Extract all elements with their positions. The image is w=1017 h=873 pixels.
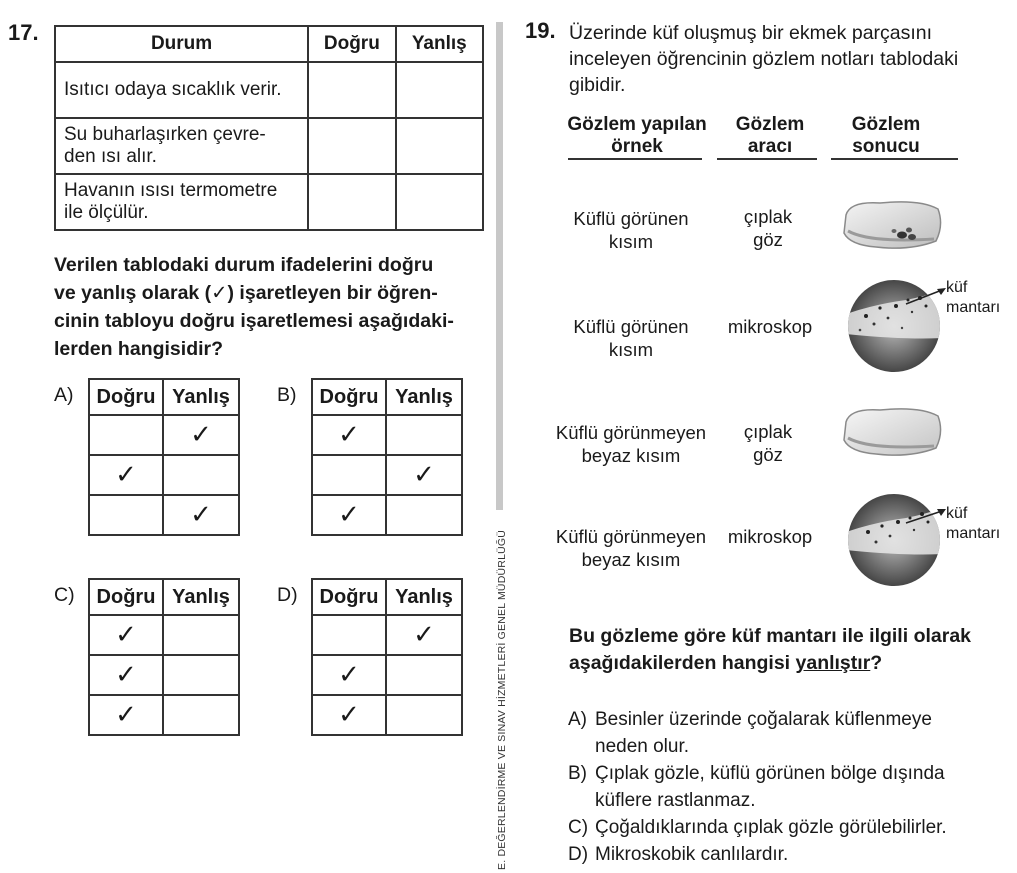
pointer-arrow-icon bbox=[904, 284, 948, 308]
header-dogru: Doğru bbox=[89, 379, 163, 415]
answer-d[interactable] bbox=[568, 841, 1008, 868]
header-dogru: Doğru bbox=[89, 579, 163, 615]
option-letter: A) bbox=[54, 384, 74, 406]
row4-sample: Küflü görünmeyen beyaz kısım bbox=[555, 526, 707, 570]
table-cell-empty bbox=[308, 118, 395, 174]
empty-cell bbox=[163, 655, 239, 695]
q17-prompt: Verilen tablodaki durum ifadelerini doğru ve yanlış olarak (✓) işaretleyen bir öğren- cinin tabloyu doğru işaretlemesi aşağıdaki- lerden hangisidir? bbox=[54, 254, 454, 360]
table-cell-empty bbox=[308, 174, 395, 230]
pointer-arrow-icon bbox=[904, 503, 948, 527]
check-mark-icon: ✓ bbox=[413, 459, 435, 489]
header-yanlis: Yanlış bbox=[386, 579, 462, 615]
row3-sample: Küflü görünmeyen beyaz kısım bbox=[555, 422, 707, 466]
question-17-number: 17. bbox=[8, 20, 39, 45]
col-underline bbox=[831, 158, 958, 160]
table-header-dogru: Doğru bbox=[308, 26, 395, 62]
column-divider bbox=[496, 22, 503, 510]
col-header-result: Gözlem sonucu bbox=[851, 114, 921, 157]
check-cell bbox=[89, 695, 163, 735]
option-letter: B) bbox=[277, 384, 297, 406]
question-19-number: 19. bbox=[525, 18, 556, 43]
check-cell bbox=[89, 455, 163, 495]
check-cell bbox=[312, 695, 386, 735]
check-mark-icon: ✓ bbox=[338, 659, 360, 689]
empty-cell bbox=[89, 415, 163, 455]
q19-intro: Üzerinde küf oluşmuş bir ekmek parçasını inceleyen öğrencinin gözlem notları tablodaki gibidir. bbox=[569, 22, 959, 96]
table-cell-empty bbox=[396, 118, 483, 174]
empty-cell bbox=[386, 415, 462, 455]
answer-text: Besinler üzerinde çoğalarak küflenmeye neden olur. bbox=[595, 709, 932, 757]
table-cell-empty bbox=[396, 62, 483, 118]
check-mark-icon: ✓ bbox=[115, 619, 137, 649]
empty-cell bbox=[386, 695, 462, 735]
empty-cell bbox=[163, 615, 239, 655]
header-yanlis: Yanlış bbox=[163, 579, 239, 615]
empty-cell bbox=[312, 455, 386, 495]
check-cell bbox=[163, 415, 239, 455]
check-cell bbox=[163, 495, 239, 535]
answer-b[interactable] bbox=[568, 760, 1008, 814]
option-table bbox=[88, 378, 240, 536]
table-row-statement: Havanın ısısı termometre ile ölçülür. bbox=[55, 174, 308, 230]
empty-cell bbox=[89, 495, 163, 535]
empty-cell bbox=[163, 695, 239, 735]
check-mark-icon: ✓ bbox=[190, 419, 212, 449]
empty-cell bbox=[386, 655, 462, 695]
check-mark-icon: ✓ bbox=[115, 459, 137, 489]
row2-sample: Küflü görünen kısım bbox=[573, 316, 689, 360]
option-letter: C) bbox=[54, 584, 75, 606]
check-cell bbox=[312, 495, 386, 535]
q19-answer-list bbox=[568, 706, 1008, 868]
option-table bbox=[88, 578, 240, 736]
option-d[interactable] bbox=[277, 578, 463, 736]
check-mark-icon: ✓ bbox=[413, 619, 435, 649]
header-dogru: Doğru bbox=[312, 579, 386, 615]
col-underline bbox=[717, 158, 817, 160]
answer-text: Mikroskobik canlılardır. bbox=[595, 844, 789, 865]
check-cell bbox=[386, 615, 462, 655]
row1-tool: çıplak göz bbox=[743, 206, 793, 250]
row1-sample: Küflü görünen kısım bbox=[573, 208, 689, 252]
row3-tool: çıplak göz bbox=[743, 421, 793, 465]
check-mark-icon: ✓ bbox=[338, 419, 360, 449]
option-a[interactable] bbox=[54, 378, 240, 536]
table-cell-empty bbox=[308, 62, 395, 118]
empty-cell bbox=[386, 495, 462, 535]
check-mark-icon: ✓ bbox=[338, 499, 360, 529]
check-cell bbox=[89, 655, 163, 695]
option-b[interactable] bbox=[277, 378, 463, 536]
mold-label: küf mantarı bbox=[946, 279, 1001, 316]
col-header-sample: Gözlem yapılan örnek bbox=[567, 114, 707, 157]
table-header-durum: Durum bbox=[55, 26, 308, 62]
row2-tool: mikroskop bbox=[727, 316, 813, 337]
table-row-statement: Su buharlaşırken çevre- den ısı alır. bbox=[55, 118, 308, 174]
answer-text: Çoğaldıklarında çıplak gözle görülebilirler. bbox=[595, 817, 947, 838]
option-letter: D) bbox=[277, 584, 298, 606]
mold-label: küf mantarı bbox=[946, 505, 1001, 542]
check-mark-icon: ✓ bbox=[338, 699, 360, 729]
emphasis-wrong: yanlıştır bbox=[795, 652, 871, 674]
answer-text: Çıplak gözle, küflü görünen bölge dışında küflere rastlanmaz. bbox=[595, 763, 945, 811]
option-table bbox=[311, 378, 463, 536]
q19-prompt: Bu gözleme göre küf mantarı ile ilgili olarak aşağıdakilerden hangisi yanlıştır? bbox=[569, 625, 972, 674]
answer-letter: A) bbox=[568, 709, 587, 730]
publisher-vertical-text: E. DEĞERLENDİRME VE SINAV HİZMETLERİ GENEL MÜDÜRLÜĞÜ bbox=[496, 529, 508, 870]
option-c[interactable] bbox=[54, 578, 240, 736]
empty-cell bbox=[312, 615, 386, 655]
empty-cell bbox=[163, 455, 239, 495]
check-mark-icon: ✓ bbox=[115, 659, 137, 689]
check-mark-icon: ✓ bbox=[211, 282, 228, 304]
check-cell bbox=[312, 655, 386, 695]
option-table bbox=[311, 578, 463, 736]
bread-moldy-icon bbox=[840, 195, 946, 253]
answer-letter: C) bbox=[568, 817, 589, 838]
q17-situation-table bbox=[54, 25, 484, 231]
bread-white-icon bbox=[840, 402, 946, 460]
check-cell bbox=[89, 615, 163, 655]
answer-a[interactable] bbox=[568, 706, 1008, 760]
col-header-tool: Gözlem aracı bbox=[735, 114, 805, 157]
row4-tool: mikroskop bbox=[727, 526, 813, 547]
check-cell bbox=[386, 455, 462, 495]
check-mark-icon: ✓ bbox=[190, 499, 212, 529]
table-header-yanlis: Yanlış bbox=[396, 26, 483, 62]
header-yanlis: Yanlış bbox=[163, 379, 239, 415]
header-yanlis: Yanlış bbox=[386, 379, 462, 415]
check-mark-icon: ✓ bbox=[115, 699, 137, 729]
col-underline bbox=[568, 158, 702, 160]
answer-letter: B) bbox=[568, 763, 587, 784]
table-cell-empty bbox=[396, 174, 483, 230]
answer-letter: D) bbox=[568, 844, 589, 865]
check-cell bbox=[312, 415, 386, 455]
answer-c[interactable] bbox=[568, 814, 1008, 841]
header-dogru: Doğru bbox=[312, 379, 386, 415]
table-row-statement: Isıtıcı odaya sıcaklık verir. bbox=[55, 62, 308, 118]
